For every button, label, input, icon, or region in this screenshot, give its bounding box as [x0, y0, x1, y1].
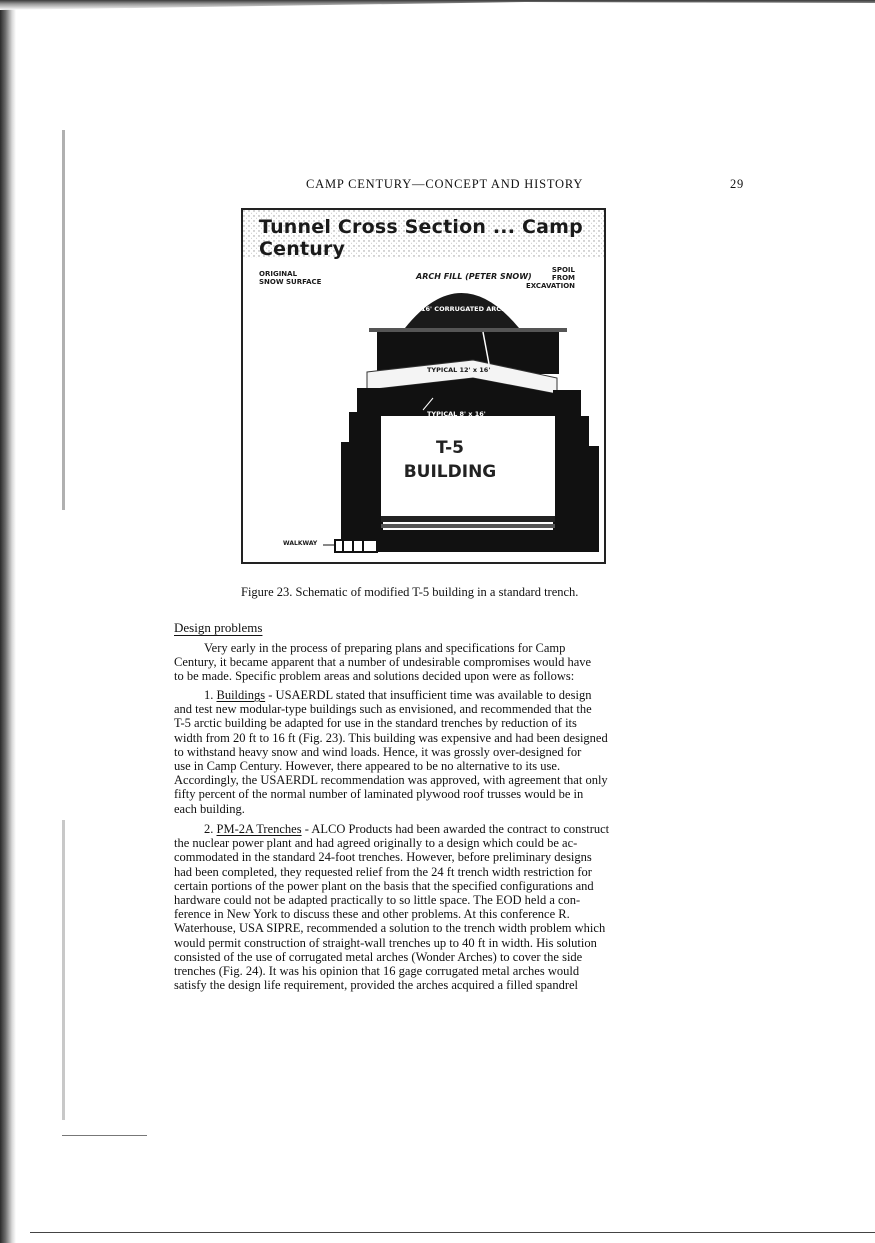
paragraph-line: fifty percent of the normal number of laminated plywood roof trusses would be in	[174, 787, 584, 802]
left-wall	[357, 388, 383, 552]
right-wall-step	[587, 446, 599, 552]
item-first-line	[174, 688, 764, 702]
paragraph-line: to withstand heavy snow and wind loads. Hence, it was grossly over-designed for	[174, 744, 582, 759]
scan-speckle	[62, 820, 65, 1120]
paragraph-line: use in Camp Century. However, there appeared to be no alternative to its use.	[174, 759, 561, 774]
paragraph-line: satisfy the design life requirement, provided the arches acquired a filled spandrel	[174, 978, 579, 993]
item-first-line	[174, 822, 764, 836]
paragraph-line: hardware could not be adapted practically to so little space. The EOD held a con-	[174, 893, 581, 908]
scan-bottom-line	[30, 1232, 875, 1233]
running-head	[0, 177, 875, 193]
scan-edge-top	[0, 0, 875, 10]
item-first-line-text: - USAERDL stated that insufficient time was available to design	[265, 688, 592, 702]
paragraph-line: width from 20 ft to 16 ft (Fig. 23). This building was expensive and had been designed	[174, 730, 608, 745]
building-label-line1: T-5	[436, 438, 464, 458]
item-buildings	[174, 688, 764, 816]
intro-paragraph	[174, 641, 764, 684]
label-corrugated-arch: 16' CORRUGATED ARCH	[421, 305, 507, 313]
building-label	[391, 436, 509, 484]
foundation	[381, 530, 555, 552]
page-number: 29	[730, 177, 745, 191]
paragraph-line: certain portions of the power plant on the basis that the specified configurations and	[174, 878, 594, 893]
label-original-snow	[259, 270, 321, 286]
item-number: 1.	[204, 688, 214, 702]
item-number: 2.	[204, 822, 214, 836]
paragraph-line: had been completed, they requested relief from the 24 ft trench width restriction for	[174, 864, 592, 879]
label-original-snow-line1: ORIGINAL	[259, 270, 298, 278]
label-arch-fill: ARCH FILL (PETER SNOW)	[416, 272, 532, 281]
label-spoil-line3: EXCAVATION	[525, 282, 575, 290]
paragraph-line: ference in New York to discuss these and other problems. At this conference R.	[174, 907, 570, 922]
label-spoil	[523, 266, 575, 290]
floor-line	[381, 524, 555, 528]
cross-section-drawing	[243, 210, 606, 564]
arch-base-line	[369, 328, 567, 332]
paragraph-line: commodated in the standard 24-foot trenches. However, before preliminary designs	[174, 850, 592, 865]
figure-title: Tunnel Cross Section ... Camp Century	[259, 216, 583, 260]
item-pm2a-trenches	[174, 822, 764, 992]
left-wall-step	[341, 442, 351, 552]
label-typical-12x16: TYPICAL 12' x 16'	[427, 366, 491, 374]
walkway-box	[335, 540, 377, 552]
item-first-line-text: - ALCO Products had been awarded the contract to construct	[301, 822, 610, 836]
paragraph-line: Very early in the process of preparing plans and specifications for Camp	[204, 641, 566, 655]
paragraph-line: Waterhouse, USA SIPRE, recommended a solution to the trench width problem which	[174, 921, 606, 936]
item-term: Buildings	[216, 688, 266, 702]
building-label-line2: BUILDING	[403, 462, 497, 482]
paragraph-line: each building.	[174, 801, 245, 816]
label-typical-8x16: TYPICAL 8' x 16'	[427, 410, 486, 418]
paragraph-line: and test new modular-type buildings such as envisioned, and recommended that the	[174, 702, 592, 717]
tunnel-cross-section-figure	[241, 208, 606, 564]
item-term: PM-2A Trenches	[216, 822, 302, 836]
figure-caption: Figure 23. Schematic of modified T-5 building in a standard trench.	[241, 585, 579, 599]
scan-footer-rule	[62, 1135, 147, 1136]
paragraph-line: consisted of the use of corrugated metal arches (Wonder Arches) to cover the side	[174, 949, 583, 964]
paragraph-line: trenches (Fig. 24). It was his opinion that 16 gage corrugated metal arches would	[174, 964, 580, 979]
section-heading: Design problems	[174, 620, 263, 635]
label-spoil-line2: FROM	[551, 274, 575, 282]
paragraph-line: Century, it became apparent that a number of undesirable compromises would have	[174, 655, 592, 670]
paragraph-line: would permit construction of straight-wall trenches up to 40 ft in width. His solution	[174, 935, 597, 950]
label-spoil-line1: SPOIL	[551, 266, 575, 274]
running-head-title: CAMP CENTURY—CONCEPT AND HISTORY	[306, 177, 584, 191]
floor-line	[381, 516, 555, 522]
label-walkway: WALKWAY	[283, 540, 318, 547]
paragraph-line: to be made. Specific problem areas and solutions decided upon were as follows:	[174, 669, 575, 684]
label-original-snow-line2: SNOW SURFACE	[259, 278, 322, 286]
paragraph-line: Accordingly, the USAERDL recommendation was approved, with agreement that only	[174, 773, 608, 788]
right-wall	[553, 390, 581, 552]
paragraph-line: the nuclear power plant and had agreed originally to a design which could be ac-	[174, 836, 578, 851]
paragraph-line: T-5 arctic building be adapted for use in the standard trenches by reduction of its	[174, 716, 577, 731]
